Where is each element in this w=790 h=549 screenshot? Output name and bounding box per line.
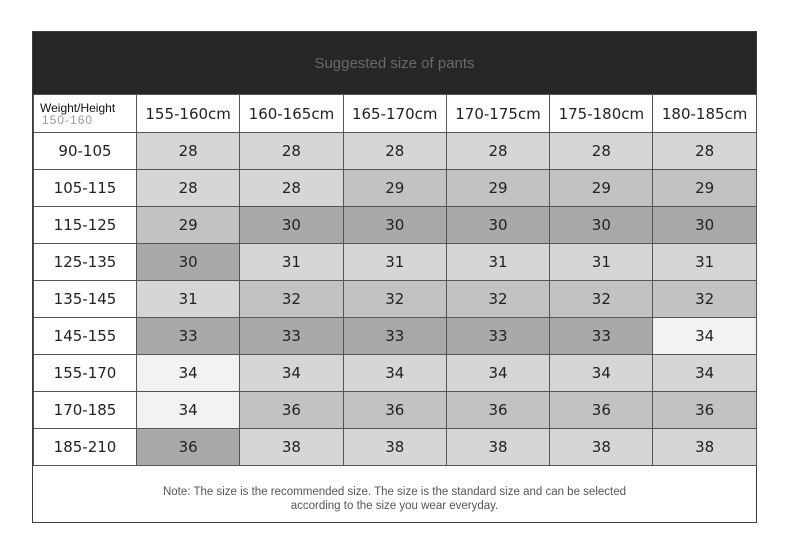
header-row: [34, 95, 757, 133]
size-cell: 32: [653, 281, 756, 318]
size-cell: 31: [550, 244, 653, 281]
table-row: [34, 133, 757, 170]
table-row: [34, 244, 757, 281]
size-cell: 31: [343, 244, 446, 281]
row-header-weight: 90-105: [34, 133, 137, 170]
chart-title: Suggested size of pants: [33, 32, 756, 94]
size-cell: 34: [240, 355, 343, 392]
size-cell: 32: [446, 281, 549, 318]
size-cell: 28: [137, 133, 240, 170]
size-cell: 33: [550, 318, 653, 355]
size-cell: 36: [446, 392, 549, 429]
row-header-weight: 185-210: [34, 429, 137, 466]
table-row: [34, 207, 757, 244]
size-cell: 36: [343, 392, 446, 429]
column-header: 170-175cm: [446, 95, 549, 133]
size-cell: 31: [446, 244, 549, 281]
size-cell: 30: [550, 207, 653, 244]
row-header-weight: 155-170: [34, 355, 137, 392]
table-row: [34, 429, 757, 466]
row-header-weight: 135-145: [34, 281, 137, 318]
corner-ghost-text: 150-160: [42, 113, 94, 127]
size-cell: 28: [446, 133, 549, 170]
size-cell: 29: [343, 170, 446, 207]
row-header-weight: 170-185: [34, 392, 137, 429]
size-cell: 34: [343, 355, 446, 392]
column-header: 160-165cm: [240, 95, 343, 133]
size-cell: 30: [653, 207, 756, 244]
size-cell: 34: [653, 355, 756, 392]
size-cell: 29: [137, 207, 240, 244]
size-cell: 32: [240, 281, 343, 318]
corner-cell: [34, 95, 137, 133]
column-header: 175-180cm: [550, 95, 653, 133]
size-cell: 33: [240, 318, 343, 355]
size-cell: 38: [653, 429, 756, 466]
size-cell: 38: [343, 429, 446, 466]
table-row: [34, 355, 757, 392]
size-cell: 30: [137, 244, 240, 281]
size-cell: 34: [137, 355, 240, 392]
column-header: 155-160cm: [137, 95, 240, 133]
size-cell: 33: [446, 318, 549, 355]
table-row: [34, 318, 757, 355]
size-cell: 28: [137, 170, 240, 207]
row-header-weight: 105-115: [34, 170, 137, 207]
size-cell: 30: [446, 207, 549, 244]
size-cell: 29: [653, 170, 756, 207]
size-cell: 33: [137, 318, 240, 355]
size-cell: 28: [550, 133, 653, 170]
column-header: 165-170cm: [343, 95, 446, 133]
size-cell: 29: [446, 170, 549, 207]
size-cell: 28: [240, 133, 343, 170]
column-header: 180-185cm: [653, 95, 756, 133]
size-table: [33, 94, 757, 466]
size-cell: 28: [343, 133, 446, 170]
size-cell: 34: [446, 355, 549, 392]
size-cell: 36: [550, 392, 653, 429]
size-chart: [32, 31, 757, 523]
size-cell: 34: [653, 318, 756, 355]
size-cell: 32: [343, 281, 446, 318]
size-cell: 34: [550, 355, 653, 392]
size-cell: 33: [343, 318, 446, 355]
size-cell: 32: [550, 281, 653, 318]
note-text: [33, 475, 756, 522]
row-header-weight: 125-135: [34, 244, 137, 281]
size-cell: 28: [240, 170, 343, 207]
row-header-weight: 145-155: [34, 318, 137, 355]
size-cell: 28: [653, 133, 756, 170]
note-label: Note: The size is the recommended size. The size is the standard size and can be selected according to the size you wear everyday.: [162, 485, 627, 512]
size-cell: 31: [653, 244, 756, 281]
size-cell: 36: [240, 392, 343, 429]
size-cell: 30: [240, 207, 343, 244]
table-row: [34, 281, 757, 318]
corner-label: Weight/Height: [40, 101, 116, 115]
size-cell: 30: [343, 207, 446, 244]
row-header-weight: 115-125: [34, 207, 137, 244]
size-cell: 36: [137, 429, 240, 466]
table-row: [34, 392, 757, 429]
size-cell: 36: [653, 392, 756, 429]
size-cell: 29: [550, 170, 653, 207]
size-cell: 38: [550, 429, 653, 466]
table-row: [34, 170, 757, 207]
size-cell: 31: [137, 281, 240, 318]
size-cell: 38: [240, 429, 343, 466]
size-cell: 31: [240, 244, 343, 281]
size-cell: 34: [137, 392, 240, 429]
size-cell: 38: [446, 429, 549, 466]
